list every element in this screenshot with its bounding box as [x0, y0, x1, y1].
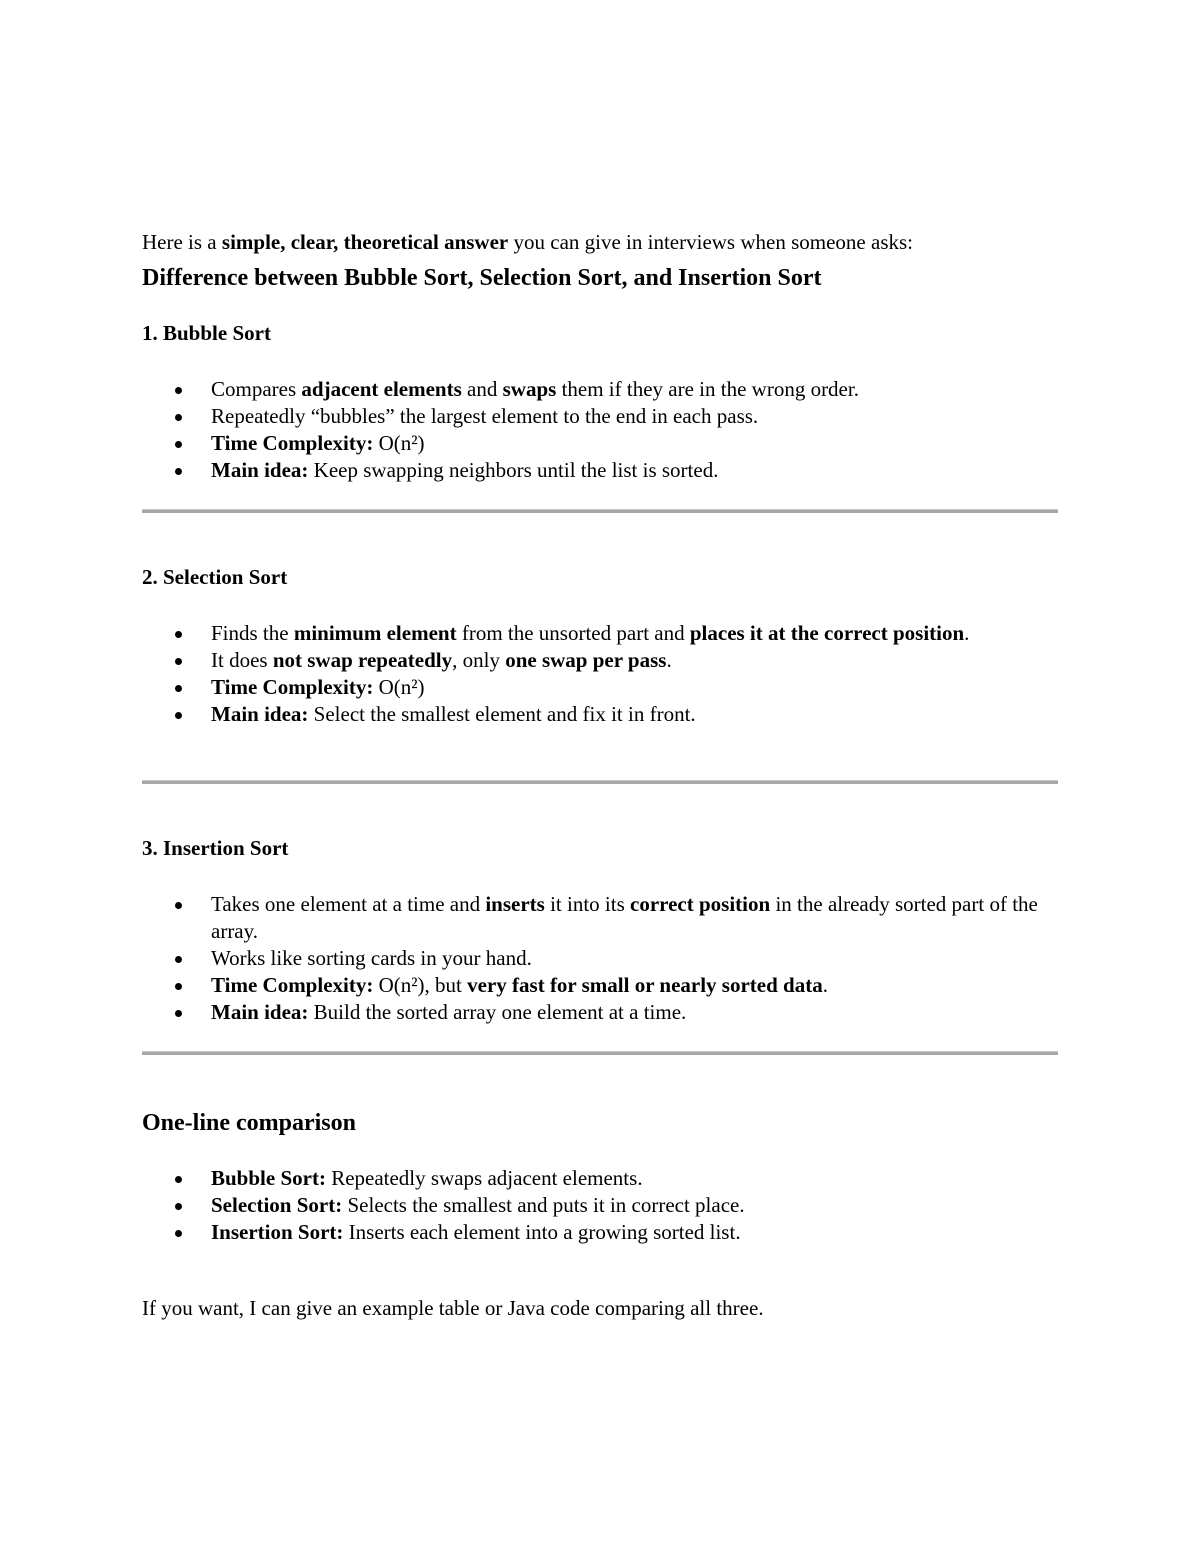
- item-label: Time Complexity:: [211, 973, 374, 997]
- item-label: Bubble Sort:: [211, 1166, 326, 1190]
- bullet-icon: [175, 983, 182, 990]
- list-item: [142, 430, 1058, 457]
- bullet-icon: [175, 1010, 182, 1017]
- item-text: Repeatedly swaps adjacent elements.: [325, 1166, 643, 1190]
- horizontal-divider: [142, 1051, 1058, 1055]
- intro-text: Here is a: [142, 230, 222, 254]
- intro-bold-text: simple, clear, theoretical answer: [221, 230, 509, 254]
- item-bold-text: correct position: [630, 892, 771, 916]
- item-text: Keep swapping neighbors until the list is sorted.: [308, 458, 719, 482]
- list-item: [142, 1165, 1058, 1192]
- item-text: , only: [452, 648, 506, 672]
- item-text: Repeatedly “bubbles” the largest element to the end in each pass.: [211, 404, 759, 428]
- insertion-sort-list: [142, 891, 1058, 1026]
- bullet-icon: [175, 414, 182, 421]
- bullet-icon: [175, 441, 182, 448]
- bullet-icon: [175, 658, 182, 665]
- list-item: [142, 891, 1058, 945]
- item-bold-text: swaps: [502, 377, 557, 401]
- item-text: Inserts each element into a growing sorted list.: [343, 1220, 741, 1244]
- section-heading-insertion-sort: 3. Insertion Sort: [142, 836, 289, 860]
- item-text: it into its: [544, 892, 631, 916]
- bullet-icon: [175, 1203, 182, 1210]
- list-item: [142, 647, 1058, 674]
- item-text: and: [461, 377, 503, 401]
- list-item: [142, 999, 1058, 1026]
- list-item: [142, 457, 1058, 484]
- list-item: [142, 1192, 1058, 1219]
- bullet-icon: [175, 468, 182, 475]
- item-text: .: [822, 973, 828, 997]
- comparison-list: [142, 1165, 1058, 1246]
- item-text: It does: [211, 648, 273, 672]
- item-text: in the already sorted part of the array.: [211, 892, 1038, 943]
- item-text: .: [964, 621, 970, 645]
- bullet-icon: [175, 1230, 182, 1237]
- list-item: [142, 701, 1058, 728]
- item-bold-text: very fast for small or nearly sorted data: [467, 973, 823, 997]
- item-bold-text: one swap per pass: [505, 648, 667, 672]
- horizontal-divider: [142, 509, 1058, 513]
- bullet-icon: [175, 956, 182, 963]
- item-text: .: [666, 648, 672, 672]
- list-item: [142, 972, 1058, 999]
- closing-paragraph: If you want, I can give an example table or Java code comparing all three.: [142, 1296, 764, 1320]
- item-label: Time Complexity:: [211, 431, 374, 455]
- bullet-icon: [175, 712, 182, 719]
- item-text: Works like sorting cards in your hand.: [211, 946, 532, 970]
- item-label: Time Complexity:: [211, 675, 374, 699]
- list-item: [142, 376, 1058, 403]
- bullet-icon: [175, 685, 182, 692]
- list-item: [142, 945, 1058, 972]
- item-text: Selects the smallest and puts it in correct place.: [342, 1193, 745, 1217]
- item-text: Build the sorted array one element at a time.: [308, 1000, 687, 1024]
- item-label: Main idea:: [211, 458, 309, 482]
- item-text: Takes one element at a time and: [211, 892, 486, 916]
- list-item: [142, 620, 1058, 647]
- item-bold-text: minimum element: [293, 621, 457, 645]
- bubble-sort-list: [142, 376, 1058, 484]
- intro-text: you can give in interviews when someone asks:: [508, 230, 913, 254]
- item-text: O(n²): [373, 675, 425, 699]
- bullet-icon: [175, 1176, 182, 1183]
- intro-paragraph: [142, 229, 913, 256]
- comparison-heading: One-line comparison: [142, 1110, 356, 1136]
- item-text: them if they are in the wrong order.: [556, 377, 859, 401]
- horizontal-divider: [142, 780, 1058, 784]
- item-bold-text: adjacent elements: [301, 377, 462, 401]
- item-text: O(n²), but: [373, 973, 468, 997]
- list-item: [142, 674, 1058, 701]
- list-item: [142, 1219, 1058, 1246]
- item-label: Selection Sort:: [211, 1193, 343, 1217]
- document-title: Difference between Bubble Sort, Selection Sort, and Insertion Sort: [142, 265, 822, 291]
- item-bold-text: inserts: [485, 892, 545, 916]
- item-text: Finds the: [211, 621, 294, 645]
- bullet-icon: [175, 902, 182, 909]
- item-bold-text: places it at the correct position: [689, 621, 965, 645]
- bullet-icon: [175, 387, 182, 394]
- item-bold-text: not swap repeatedly: [272, 648, 453, 672]
- item-text: from the unsorted part and: [456, 621, 690, 645]
- item-label: Main idea:: [211, 702, 309, 726]
- bullet-icon: [175, 631, 182, 638]
- item-text: O(n²): [373, 431, 425, 455]
- item-text: Select the smallest element and fix it in front.: [308, 702, 696, 726]
- item-label: Insertion Sort:: [211, 1220, 344, 1244]
- item-label: Main idea:: [211, 1000, 309, 1024]
- section-heading-bubble-sort: 1. Bubble Sort: [142, 321, 271, 345]
- section-heading-selection-sort: 2. Selection Sort: [142, 565, 288, 589]
- selection-sort-list: [142, 620, 1058, 728]
- list-item: [142, 403, 1058, 430]
- item-text: Compares: [211, 377, 302, 401]
